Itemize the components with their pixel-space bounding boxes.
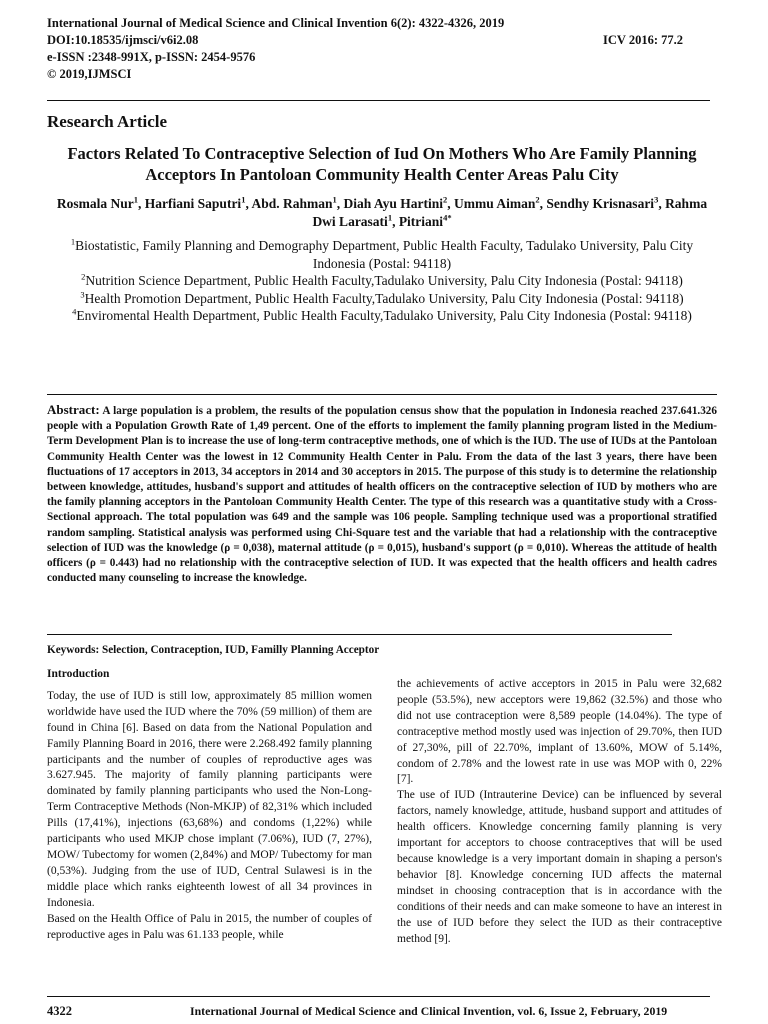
author-affiliation-mark: 1	[387, 212, 393, 223]
author-name: Diah Ayu Hartini	[343, 196, 444, 211]
icv-score: ICV 2016: 77.2	[603, 33, 683, 47]
author-list: Rosmala Nur$^1$, Harfiani Saputri$^1$, Abd. Rahman$^1$, Diah Ayu Hartini$^2$, Ummu Aiman$^2$, Sendhy Krisnasari$^3$, Rahma Dwi Larasati$^1$, Pitriani$^{4*}$	[56, 194, 708, 229]
author-affiliation-mark: 1	[241, 194, 246, 205]
abstract-text: A large population is a problem, the results of the population census show that the population in Indonesia reached 237.641.326 people with a Population Growth Rate of 1,49 percent. One of the efforts to implement the family planning program listed in the Medium-Term Development Plan is to increase the use of long-term contraceptive methods, one of which is the IUD. The use of IUDs at the Pantoloan Community Health Center was the lowest in 12 Community Health Center in Palu. From the data of the last 3 years, there have been fluctuations of 17 acceptors in 2013, 34 acceptors in 2014 and 30 acceptors in 2015. The purpose of this study is to determine the relationship between knowledge, attitudes, husband's support and attitudes of health officers on the contraceptive selection of IUD by mothers who are the family planning acceptors in the Pantoloan Community Health Center. The type of this research was a quantitative study with a Cross-Sectional approach. The total population was 649 and the sample was 106 people. Sampling technique used was a proportional stratified random sampling. Statistical analysis was performed using Chi-Square test and the variable that had a relationship with the contraceptive selection of IUD was the knowledge (ρ = 0,038), maternal attitude (ρ = 0,015), husband's support (ρ = 0,010). Whereas the attitude of health officers (ρ = 0.443) had no relationship with the contraceptive selection of IUD. It was expected that the health officers and health cadres conducted many counseling to increase the knowledge.	[47, 405, 717, 585]
footer-divider	[47, 996, 710, 997]
author-name: Rosmala Nur	[56, 196, 134, 211]
right-column	[397, 677, 722, 947]
affiliation	[47, 307, 717, 325]
body-paragraph: Based on the Health Office of Palu in 2015, the number of couples of reproductive ages in Palu was 61.133 people, while	[47, 912, 372, 941]
body-paragraph: Today, the use of IUD is still low, approximately 85 million women worldwide have used the IUD where the 70% (59 million) of them are found in China [6]. Based on data from the National Population and Family Planning Board in 2016, there were 2.268.492 family planning participants and the number of couples of reproductive ages was 3.627.945. The majority of family planning participants were dominated by family planning participants who used the Non-Long-Term Contraceptive Methods (Non-MKJP) of 82,31% which included Pills (17,41%), injections (63,68%) and condoms (1,22%) while participants who used MKJP chose implant (7.06%), IUD (7, 27%), MOW/ Tubectomy for women (2,84%) and MOP/ Tubectomy for man (0,53%). Judging from the use of IUD, Central Sulawesi is in the middle place which ranks eighteenth lowest of all 34 provinces in Indonesia.	[47, 689, 372, 909]
author-affiliation-mark: 4*	[443, 212, 452, 223]
journal-header	[47, 15, 504, 83]
footer-journal: International Journal of Medical Science and Clinical Invention, vol. 6, Issue 2, February, 2019	[190, 1004, 668, 1018]
section-heading-introduction: Introduction	[47, 668, 110, 680]
paper-title: Factors Related To Contraceptive Selection of Iud On Mothers Who Are Family Planning Acceptors In Pantoloan Community Health Center Areas Palu City	[67, 144, 697, 184]
author-name: Abd. Rahman	[251, 196, 333, 211]
affiliation-text: Biostatistic, Family Planning and Demography Department, Public Health Faculty, Tadulako University, Palu City Indonesia (Postal: 94118)	[75, 238, 694, 271]
author-name: Sendhy Krisnasari	[546, 196, 655, 211]
copyright: © 2019,IJMSCI	[47, 67, 132, 81]
issn: e-ISSN :2348-991X, p-ISSN: 2454-9576	[47, 50, 256, 64]
author-affiliation-mark: 1	[332, 194, 337, 205]
affiliation-list	[47, 237, 717, 325]
author-name: Ummu Aiman	[454, 196, 536, 211]
affiliation	[47, 290, 717, 308]
affiliation-text: Health Promotion Department, Public Health Faculty,Tadulako University, Palu City Indonesia (Postal: 94118)	[84, 290, 684, 306]
affiliation-mark: 2	[81, 271, 86, 282]
affiliation	[47, 272, 717, 290]
affiliation-mark: 3	[80, 289, 85, 299]
body-paragraph: The use of IUD (Intrauterine Device) can be influenced by several factors, namely knowledge, attitude, husband support and attitudes of health officers. Knowledge concerning family planning is very important for acceptors to choose contraceptives that will be used because knowledge is a very important domain in shaping a person's behavior [8]. Knowledge concerning IUD affects the maternal mindset in choosing contraception that is in accordance with the conditions of their needs and can make someone to have an interest in the use of IUD before they select the IUD as their contraceptive method [9].	[397, 789, 722, 945]
header-divider	[47, 100, 710, 101]
author-name: Rahma Dwi Larasati	[312, 196, 708, 229]
author-name: Pitriani	[398, 214, 444, 229]
author-name: Harfiani Saputri	[144, 196, 242, 211]
body-paragraph: the achievements of active acceptors in 2015 in Palu were 32,682 people (53.5%), new acceptors were 19,862 (32.5%) and those who did not use contraception were 8,589 people (14.04%). The type of contraceptive method mostly used was injection of 29.70%, then IUD of 27,30%, pill of 22.70%, implant of 13.60%, MOW of 5.14%, condom of 2.78% and the lowest rate in use was MOP with 0, 22% [7].	[397, 678, 722, 786]
abstract-label: Abstract:	[47, 402, 100, 417]
author-affiliation-mark: 2	[443, 194, 448, 205]
affiliation-text: Enviromental Health Department, Public Health Faculty,Tadulako University, Palu City Indonesia (Postal: 94118)	[76, 308, 692, 323]
affiliation-text: Nutrition Science Department, Public Health Faculty,Tadulako University, Palu City Indonesia (Postal: 94118)	[85, 273, 683, 288]
author-affiliation-mark: 1	[133, 194, 139, 205]
author-affiliation-mark: 2	[535, 194, 540, 205]
author-affiliation-mark: 3	[654, 194, 659, 205]
article-type: Research Article	[47, 112, 168, 131]
abstract-bottom-divider	[47, 634, 672, 635]
keywords: Keywords: Selection, Contraception, IUD, Familly Planning Acceptor	[47, 644, 380, 656]
doi[interactable]: DOI:10.18535/ijmsci/v6i2.08	[47, 33, 199, 47]
affiliation-mark: 1	[70, 236, 76, 247]
affiliation	[47, 237, 717, 272]
journal-citation: International Journal of Medical Science and Clinical Invention 6(2): 4322-4326, 2019	[47, 16, 505, 30]
abstract	[47, 402, 717, 586]
left-column	[47, 667, 372, 943]
page-number: 4322	[47, 1004, 72, 1018]
abstract-top-divider	[47, 394, 717, 395]
affiliation-mark: 4	[72, 306, 77, 317]
